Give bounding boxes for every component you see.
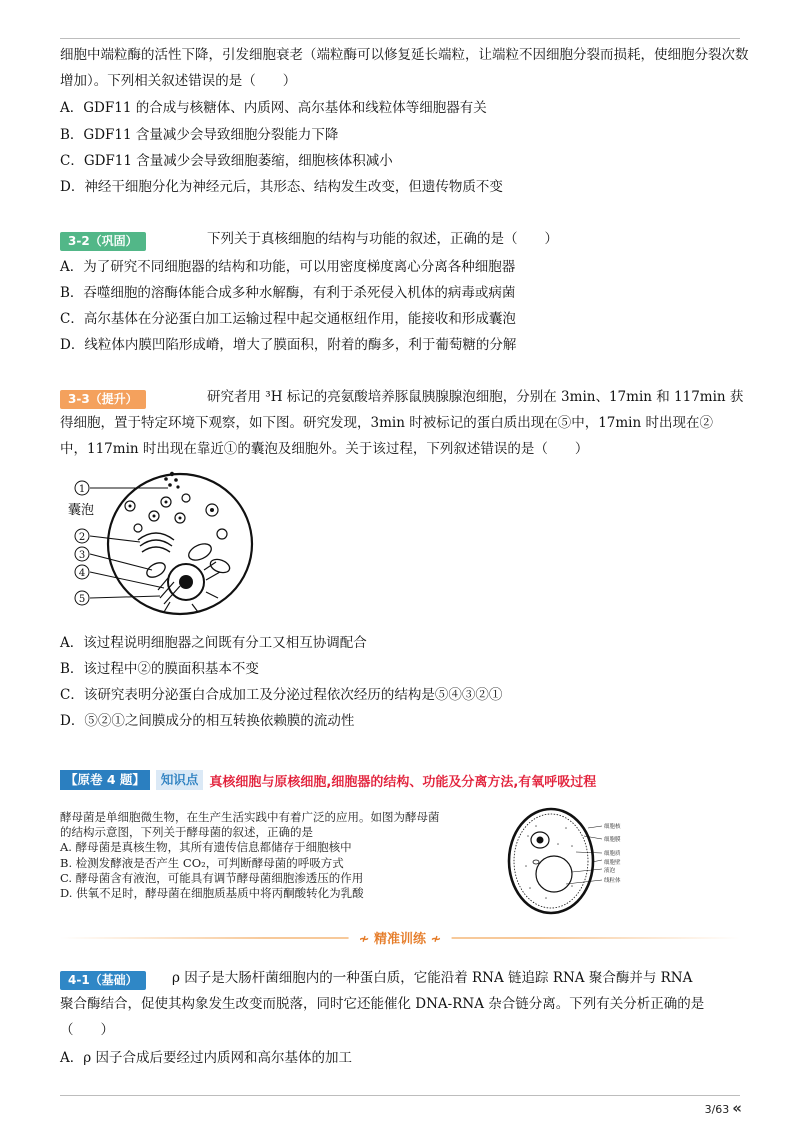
question-stem: 细胞中端粒酶的活性下降，引发细胞衰老（端粒酶可以修复延长端粒，让端粒不因细胞分裂而损耗，使细胞分裂次数增加）。下列相关叙述错误的是（ ） <box>60 47 749 89</box>
footer-rule <box>60 1095 740 1096</box>
option-b: B．吞噬细胞的溶酶体能合成多种水解酶，有利于杀死侵入机体的病毒或病菌 <box>60 285 516 301</box>
option-a: A．ρ 因子合成后要经过内质网和高尔基体的加工 <box>60 1050 352 1066</box>
option-d: D．⑤②①之间膜成分的相互转换依赖膜的流动性 <box>60 713 355 729</box>
question-stem: 下列关于真核细胞的结构与功能的叙述，正确的是（ ） <box>207 231 558 247</box>
original-question-banner <box>60 770 596 790</box>
question-stem-line2: 得细胞，置于特定环境下观察，如下图。研究发现，3min 时被标记的蛋白质出现在⑤中，17min 时出现在② <box>60 415 713 431</box>
precise-training-divider <box>60 928 740 948</box>
precise-training-label: ≁ 精准训练 ≁ <box>349 928 452 947</box>
question-stem-line3: 中，117min 时出现在靠近①的囊泡及细胞外。关于该过程，下列叙述错误的是（ ） <box>60 441 589 457</box>
svg-text:线粒体: 线粒体 <box>604 878 621 884</box>
option-a: A．该过程说明细胞器之间既有分工又相互协调配合 <box>60 635 367 651</box>
question-stem-line2: 聚合酶结合，促使其构象发生改变而脱落，同时它还能催化 DNA-RNA 杂合链分离。下列有关分析正确的是 <box>60 996 705 1012</box>
question-tag-3-2: 3-2（巩固） <box>60 230 146 251</box>
yeast-question-image-text: 酵母菌是单细胞微生物，在生产生活实践中有着广泛的应用。如图为酵母菌 的结构示意图，下列关于酵母菌的叙述，正确的是 A. 酵母菌是真核生物，其所有遗传信息都储存于细胞核中 B. 检测发酵液是否产生 CO₂，可判断酵母菌的呼吸方式 C. 酵母菌含有液泡，可能具有调节酵母菌细胞渗透压的作用 D. 供氧不足时，酵母菌在细胞质基质中将丙酮酸转化为乳酸 <box>60 810 440 901</box>
svg-text:2: 2 <box>78 532 86 543</box>
svg-text:5: 5 <box>78 594 86 605</box>
secretory-cell-diagram <box>68 470 258 620</box>
page-number: 3/63 « <box>704 1099 742 1117</box>
question-stem-line3: （ ） <box>60 1022 114 1038</box>
svg-text:3: 3 <box>78 550 86 561</box>
question-stem-line1: 研究者用 ³H 标记的亮氨酸培养豚鼠胰腺腺泡细胞，分别在 3min、17min 和 117min 获 <box>207 389 744 405</box>
option-b: B．该过程中②的膜面积基本不变 <box>60 661 259 677</box>
svg-text:4: 4 <box>78 568 86 579</box>
option-d: D．线粒体内膜凹陷形成嵴，增大了膜面积，附着的酶多，利于葡萄糖的分解 <box>60 337 517 353</box>
option-d: D．神经干细胞分化为神经元后，其形态、结构发生改变，但遗传物质不变 <box>60 179 503 195</box>
svg-text:1: 1 <box>78 484 86 495</box>
svg-text:细胞膜: 细胞膜 <box>604 837 621 843</box>
option-a: A．为了研究不同细胞器的结构和功能，可以用密度梯度离心分离各种细胞器 <box>60 259 516 275</box>
yeast-cell-diagram <box>506 806 646 916</box>
option-c: C．GDF11 含量减少会导致细胞萎缩，细胞核体积减小 <box>60 153 393 169</box>
vesicle-label: 囊泡 <box>68 503 95 518</box>
question-tag-4-1: 4-1（基础） <box>60 969 146 990</box>
header-rule <box>60 38 740 39</box>
knowledge-point-topic: 真核细胞与原核细胞,细胞器的结构、功能及分离方法,有氧呼吸过程 <box>209 774 597 790</box>
question-tag-3-3: 3-3（提升） <box>60 388 146 409</box>
svg-text:细胞壁: 细胞壁 <box>604 860 621 866</box>
option-c: C．该研究表明分泌蛋白合成加工及分泌过程依次经历的结构是⑤④③②① <box>60 687 503 703</box>
option-a: A．GDF11 的合成与核糖体、内质网、高尔基体和线粒体等细胞器有关 <box>60 100 487 116</box>
original-question-tag: 【原卷 4 题】 <box>60 770 150 790</box>
knowledge-point-tag: 知识点 <box>156 770 204 790</box>
page-arrow-icon: « <box>732 1099 742 1117</box>
option-b: B．GDF11 含量减少会导致细胞分裂能力下降 <box>60 127 339 143</box>
question-stem-line1: ρ 因子是大肠杆菌细胞内的一种蛋白质，它能沿着 RNA 链追踪 RNA 聚合酶并与 RNA <box>172 970 693 986</box>
svg-text:细胞核: 细胞核 <box>604 824 621 830</box>
svg-text:细胞质: 细胞质 <box>604 851 621 857</box>
option-c: C．高尔基体在分泌蛋白加工运输过程中起交通枢纽作用，能接收和形成囊泡 <box>60 311 516 327</box>
svg-text:液泡: 液泡 <box>604 868 616 874</box>
